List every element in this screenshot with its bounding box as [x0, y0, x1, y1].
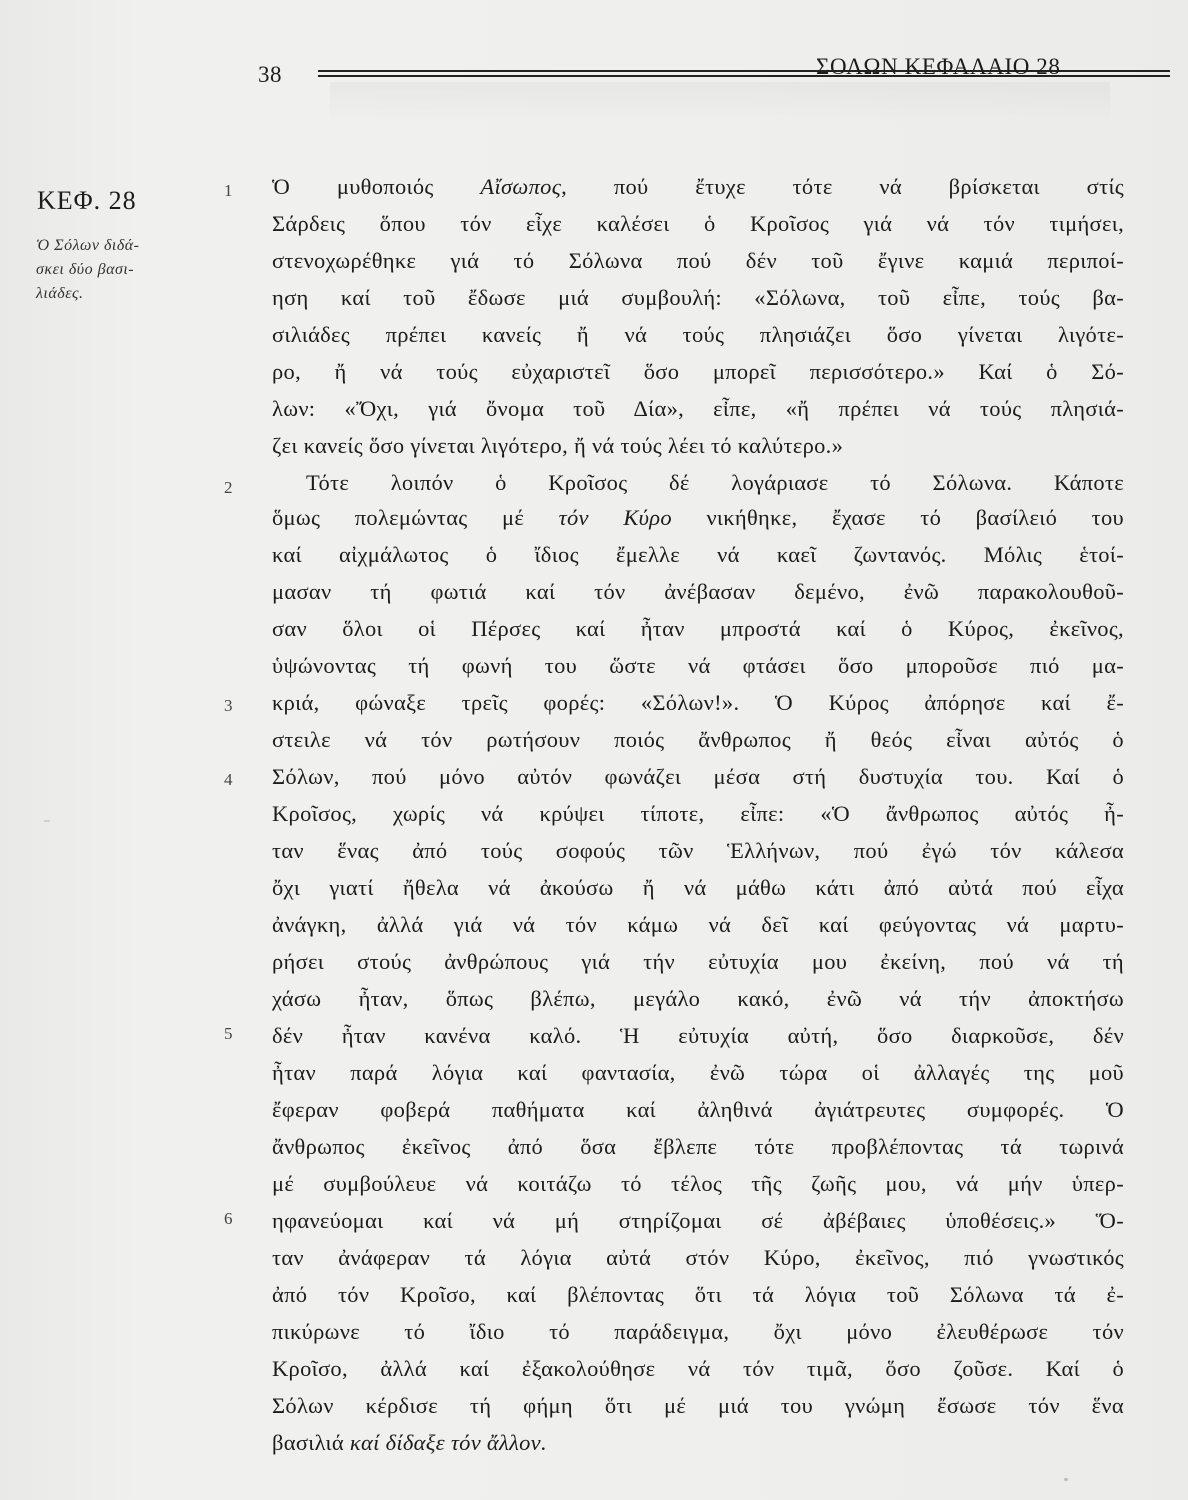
- verse-number: 4: [224, 770, 233, 789]
- text-line: [272, 616, 1124, 642]
- text-run: στειλε νά τόν ρωτήσουν ποιός ἄνθρωπος ἤ θεός εἶναι αὐτός ὁ: [272, 727, 1124, 752]
- text-run: ὅμως πολεμώντας μέ: [272, 505, 559, 530]
- text-line: [272, 174, 1124, 200]
- text-run: ταν ἕνας ἀπό τούς σοφούς τῶν Ἑλλήνων, πού ἐγώ τόν κάλεσα: [272, 838, 1124, 863]
- text-run: στενοχωρέθηκε γιά τό Σόλωνα πού δέν τοῦ ἔγινε καμιά περιποί-: [272, 248, 1124, 273]
- text-run: ὑψώνοντας τή φωνή του ὥστε νά φτάσει ὅσο μποροῦσε πιό μα-: [272, 653, 1124, 678]
- side-note-line: Ὁ Σόλων διδά-: [36, 237, 140, 254]
- text-run: ρο, ἤ νά τούς εὐχαριστεῖ ὅσο μπορεῖ περισσότερο.» Καί ὁ Σό-: [272, 359, 1124, 384]
- text-run: χάσω ἦταν, ὅπως βλέπω, μεγάλο κακό, ἐνῶ νά τήν ἀποκτήσω: [272, 986, 1124, 1011]
- text-line: [272, 1097, 1124, 1123]
- text-line: [272, 248, 1124, 274]
- page-shadow: [330, 82, 1110, 122]
- text-line: [272, 912, 1124, 938]
- text-run: ἄνθρωπος ἐκεῖνος ἀπό ὅσα ἔβλεπε τότε προβλέποντας τά τωρινά: [272, 1134, 1124, 1159]
- text-run: Σάρδεις ὅπου τόν εἶχε καλέσει ὁ Κροῖσος γιά νά τόν τιμήσει,: [272, 211, 1124, 236]
- text-run: Ὁ μυθοποιός: [272, 174, 481, 199]
- text-run: δέν ἦταν κανένα καλό. Ἡ εὐτυχία αὐτή, ὅσο διαρκοῦσε, δέν: [272, 1023, 1124, 1048]
- text-run: Τότε λοιπόν ὁ Κροῖσος δέ λογάριασε τό Σόλωνα. Κάποτε: [306, 470, 1124, 495]
- text-run: Σόλων, πού μόνο αὐτόν φωνάζει μέσα στή δυστυχία του. Καί ὁ: [272, 764, 1124, 789]
- text-line: [272, 838, 1124, 864]
- text-run: σιλιάδες πρέπει κανείς ἤ νά τούς πλησιάζει ὅσο γίνεται λιγότε-: [272, 322, 1124, 347]
- side-note: [36, 234, 216, 306]
- text-line: [272, 505, 1124, 531]
- text-line: [272, 322, 1124, 348]
- text-run: ταν ἀνάφεραν τά λόγια αὐτά στόν Κύρο, ἐκεῖνος, πιό γνωστικός: [272, 1245, 1124, 1270]
- text-run: ηφανεύομαι καί νά μή στηρίζομαι σέ ἀβέβαιες ὑποθέσεις.» Ὅ-: [272, 1208, 1124, 1233]
- text-run: ἦταν παρά λόγια καί φαντασία, ἐνῶ τώρα οἱ ἀλλαγές της μοῦ: [272, 1060, 1124, 1085]
- text-run: ὄχι γιατί ἤθελα νά ἀκούσω ἤ νά μάθω κάτι ἀπό αὐτά πού εἶχα: [272, 875, 1124, 900]
- text-line: [272, 542, 1124, 568]
- side-chapter-label: ΚΕΦ. 28: [37, 186, 137, 215]
- text-run: καί αἰχμάλωτος ὁ ἴδιος ἔμελλε νά καεῖ ζωντανός. Μόλις ἑτοί-: [272, 542, 1124, 567]
- text-line: [272, 949, 1124, 975]
- text-line: [272, 1023, 1124, 1049]
- header-rule: [318, 70, 806, 79]
- text-run: , πού ἔτυχε τότε νά βρίσκεται στίς: [561, 174, 1125, 199]
- text-run: βασιλιά: [272, 1430, 350, 1455]
- text-line: [272, 1134, 1124, 1160]
- side-note-line: σκει δύο βασι-: [36, 261, 135, 278]
- text-line: [272, 653, 1124, 679]
- text-line: [272, 579, 1124, 605]
- text-run: ζει κανείς ὅσο γίνεται λιγότερο, ἤ νά τούς λέει τό καλύτερο.»: [272, 433, 844, 458]
- print-speck: [1064, 1478, 1068, 1481]
- verse-number: 5: [224, 1024, 233, 1043]
- text-run: ἀνάγκη, ἀλλά γιά νά τόν κάμω νά δεῖ καί φεύγοντας νά μαρτυ-: [272, 912, 1124, 937]
- text-run: κριά, φώναξε τρεῖς φορές: «Σόλων!». Ὁ Κύρος ἀπόρησε καί ἔ-: [272, 690, 1124, 715]
- text-line: [272, 396, 1124, 422]
- text-line: [272, 986, 1124, 1012]
- text-run: μέ συμβούλευε νά κοιτάζω τό τέλος τῆς ζωῆς μου, νά μήν ὑπερ-: [272, 1171, 1124, 1196]
- verse-number: 6: [224, 1209, 233, 1228]
- text-run: Σόλων κέρδισε τή φήμη ὅτι μέ μιά του γνώμη ἔσωσε τόν ἕνα: [272, 1393, 1124, 1418]
- text-line: [272, 359, 1124, 385]
- italic-text: Αἴσωπος: [480, 174, 562, 199]
- text-line: [272, 1208, 1124, 1234]
- verse-number: 1: [224, 181, 233, 200]
- text-line: [306, 470, 1124, 496]
- text-line: [272, 1356, 1124, 1382]
- text-line: [272, 285, 1124, 311]
- text-run: σαν ὅλοι οἱ Πέρσες καί ἦταν μπροστά καί ὁ Κύρος, ἐκεῖνος,: [272, 616, 1124, 641]
- text-run: ἔφεραν φοβερά παθήματα καί ἀληθινά ἀγιάτρευτες συμφορές. Ὁ: [272, 1097, 1124, 1122]
- verse-number: 3: [224, 696, 233, 715]
- text-run: πικύρωνε τό ἴδιο τό παράδειγμα, ὄχι μόνο ἐλευθέρωσε τόν: [272, 1319, 1124, 1344]
- text-run: ηση καί τοῦ ἔδωσε μιά συμβουλή: «Σόλωνα, τοῦ εἶπε, τούς βα-: [272, 285, 1124, 310]
- margin-mark: [44, 820, 50, 822]
- text-run: λων: «Ὄχι, γιά ὄνομα τοῦ Δία», εἶπε, «ἤ πρέπει νά τούς πλησιά-: [272, 396, 1124, 421]
- text-line: [272, 433, 1124, 459]
- text-line: [272, 211, 1124, 237]
- running-head: ΣΟΛΩΝ ΚΕΦΑΛΑΙΟ 28: [816, 54, 1061, 79]
- page-number: 38: [258, 62, 282, 87]
- text-run: Κροῖσο, ἀλλά καί ἐξακολούθησε νά τόν τιμᾶ, ὅσο ζοῦσε. Καί ὁ: [272, 1356, 1124, 1381]
- text-line: [272, 1060, 1124, 1086]
- text-run: νικήθηκε, ἔχασε τό βασίλειό του: [671, 505, 1125, 530]
- text-run: ἀπό τόν Κροῖσο, καί βλέποντας ὅτι τά λόγια τοῦ Σόλωνα τά ἐ-: [272, 1282, 1124, 1307]
- text-line: [272, 1430, 1124, 1456]
- text-line: [272, 1393, 1124, 1419]
- text-line: [272, 1171, 1124, 1197]
- italic-text: καί δίδαξε τόν ἄλλον.: [349, 1430, 547, 1455]
- text-run: μασαν τή φωτιά καί τόν ἀνέβασαν δεμένο, ἐνῶ παρακολουθοῦ-: [272, 579, 1124, 604]
- text-line: [272, 727, 1124, 753]
- text-line: [272, 690, 1124, 716]
- text-run: ρήσει στούς ἀνθρώπους γιά τήν εὐτυχία μου ἐκείνη, πού νά τή: [272, 949, 1124, 974]
- text-line: [272, 801, 1124, 827]
- side-note-line: λιάδες.: [36, 285, 84, 302]
- text-line: [272, 875, 1124, 901]
- text-line: [272, 1245, 1124, 1271]
- text-line: [272, 764, 1124, 790]
- text-run: Κροῖσος, χωρίς νά κρύψει τίποτε, εἶπε: «Ὁ ἄνθρωπος αὐτός ἦ-: [272, 801, 1124, 826]
- text-line: [272, 1282, 1124, 1308]
- text-line: [272, 1319, 1124, 1345]
- italic-text: τόν Κύρο: [558, 505, 672, 530]
- verse-number: 2: [224, 478, 233, 497]
